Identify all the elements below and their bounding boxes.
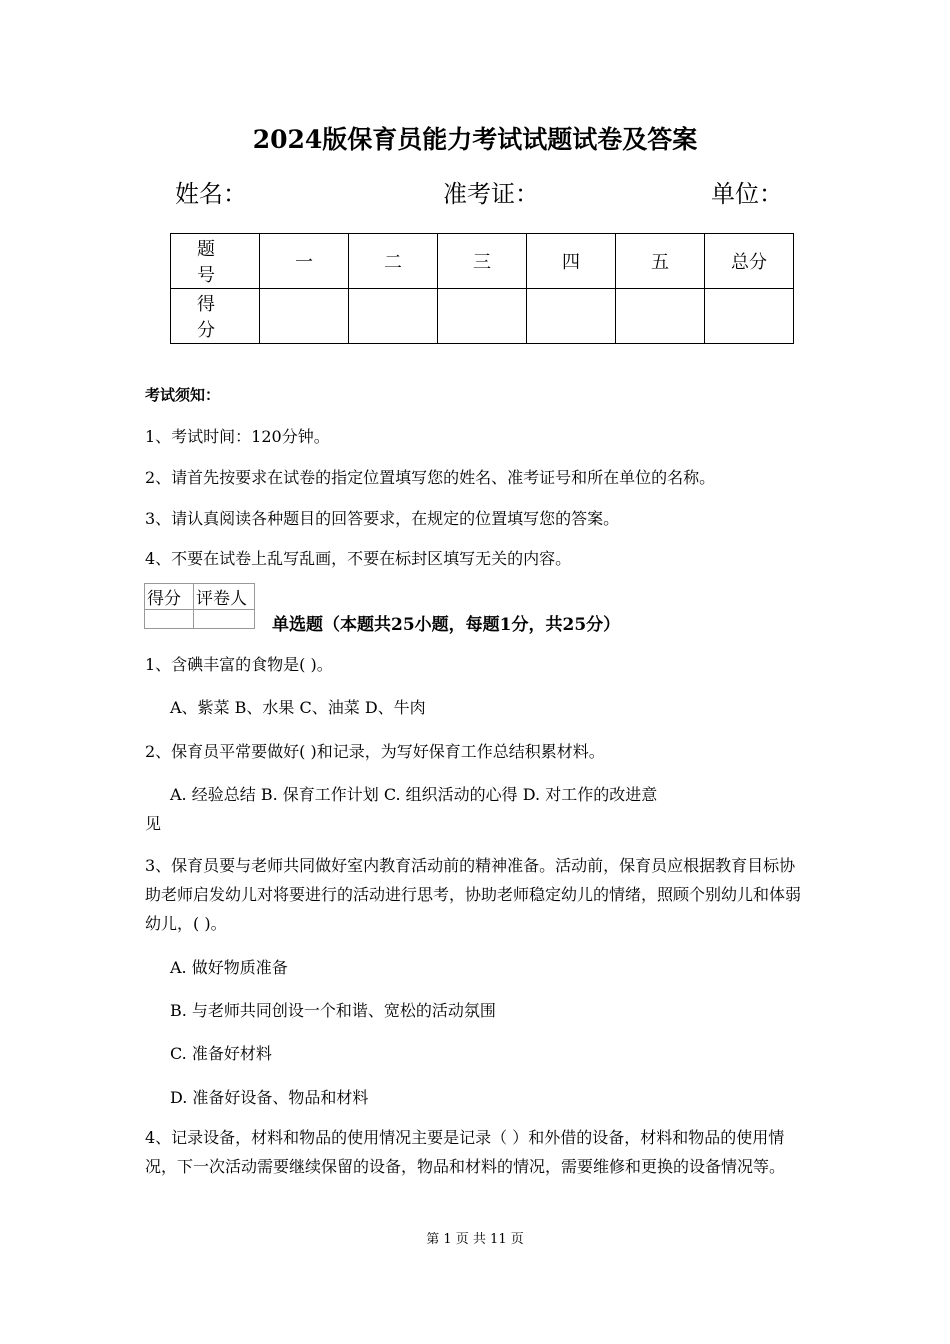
grader-score-cell[interactable]	[145, 610, 194, 629]
question-1-stem: 1、含碘丰富的食物是( )。	[145, 655, 333, 674]
question-2-options-continued: 见	[145, 814, 162, 833]
question-4-stem: 4、记录设备，材料和物品的使用情况主要是记录（ ）和外借的设备，材料和物品的使用情况，下一次活动需要继续保留的设备，物品和材料的情况，需要维修和更换的设备情况等。	[145, 1128, 786, 1176]
score-cell[interactable]	[527, 289, 616, 344]
score-cell[interactable]	[260, 289, 349, 344]
score-cell[interactable]	[438, 289, 527, 344]
notice-item: 4、不要在试卷上乱写乱画，不要在标封区填写无关的内容。	[145, 549, 572, 568]
score-col-2: 二	[349, 234, 438, 289]
name-label: 姓名：	[175, 180, 247, 208]
notice-heading: 考试须知：	[145, 386, 221, 404]
question-3-option-a: A. 做好物质准备	[170, 958, 288, 977]
score-cell[interactable]	[349, 289, 438, 344]
grader-box	[144, 583, 255, 629]
score-table	[170, 233, 794, 344]
score-cell[interactable]	[616, 289, 705, 344]
grader-score-label: 得分	[145, 584, 194, 610]
page-footer: 第 1 页 共 11 页	[426, 1232, 524, 1247]
score-col-total: 总分	[705, 234, 794, 289]
score-col-3: 三	[438, 234, 527, 289]
question-1-options: A、紫菜 B、水果 C、油菜 D、牛肉	[170, 698, 426, 717]
question-2-options: A. 经验总结 B. 保育工作计划 C. 组织活动的心得 D. 对工作的改进意	[170, 785, 658, 804]
notice-item: 2、请首先按要求在试卷的指定位置填写您的姓名、准考证号和所在单位的名称。	[145, 468, 716, 487]
question-2-stem: 2、保育员平常要做好( )和记录，为写好保育工作总结积累材料。	[145, 742, 605, 761]
grader-name-cell[interactable]	[194, 610, 255, 629]
score-cell[interactable]	[705, 289, 794, 344]
exam-number-label: 准考证：	[443, 180, 539, 208]
unit-label: 单位：	[711, 180, 783, 208]
notice-item: 1、考试时间：120分钟。	[145, 427, 330, 446]
question-3-option-d: D. 准备好设备、物品和材料	[170, 1088, 369, 1107]
score-label: 得 分	[171, 289, 260, 344]
question-number-label: 题 号	[171, 234, 260, 289]
score-table-header-row	[171, 234, 794, 289]
score-col-5: 五	[616, 234, 705, 289]
question-3-option-c: C. 准备好材料	[170, 1044, 272, 1063]
notice-item: 3、请认真阅读各种题目的回答要求，在规定的位置填写您的答案。	[145, 509, 620, 528]
grader-name-label: 评卷人	[194, 584, 255, 610]
question-3-option-b: B. 与老师共同创设一个和谐、宽松的活动氛围	[170, 1001, 496, 1020]
score-table-score-row	[171, 289, 794, 344]
page-title: 2024版保育员能力考试试题试卷及答案	[252, 125, 698, 154]
score-col-1: 一	[260, 234, 349, 289]
question-3-stem: 3、保育员要与老师共同做好室内教育活动前的精神准备。活动前，保育员应根据教育目标协助老师启发幼儿对将要进行的活动进行思考，协助老师稳定幼儿的情绪，照顾个别幼儿和体弱幼儿，( )。	[145, 856, 802, 933]
score-col-4: 四	[527, 234, 616, 289]
section-title: 单选题（本题共25小题，每题1分，共25分）	[272, 615, 621, 635]
